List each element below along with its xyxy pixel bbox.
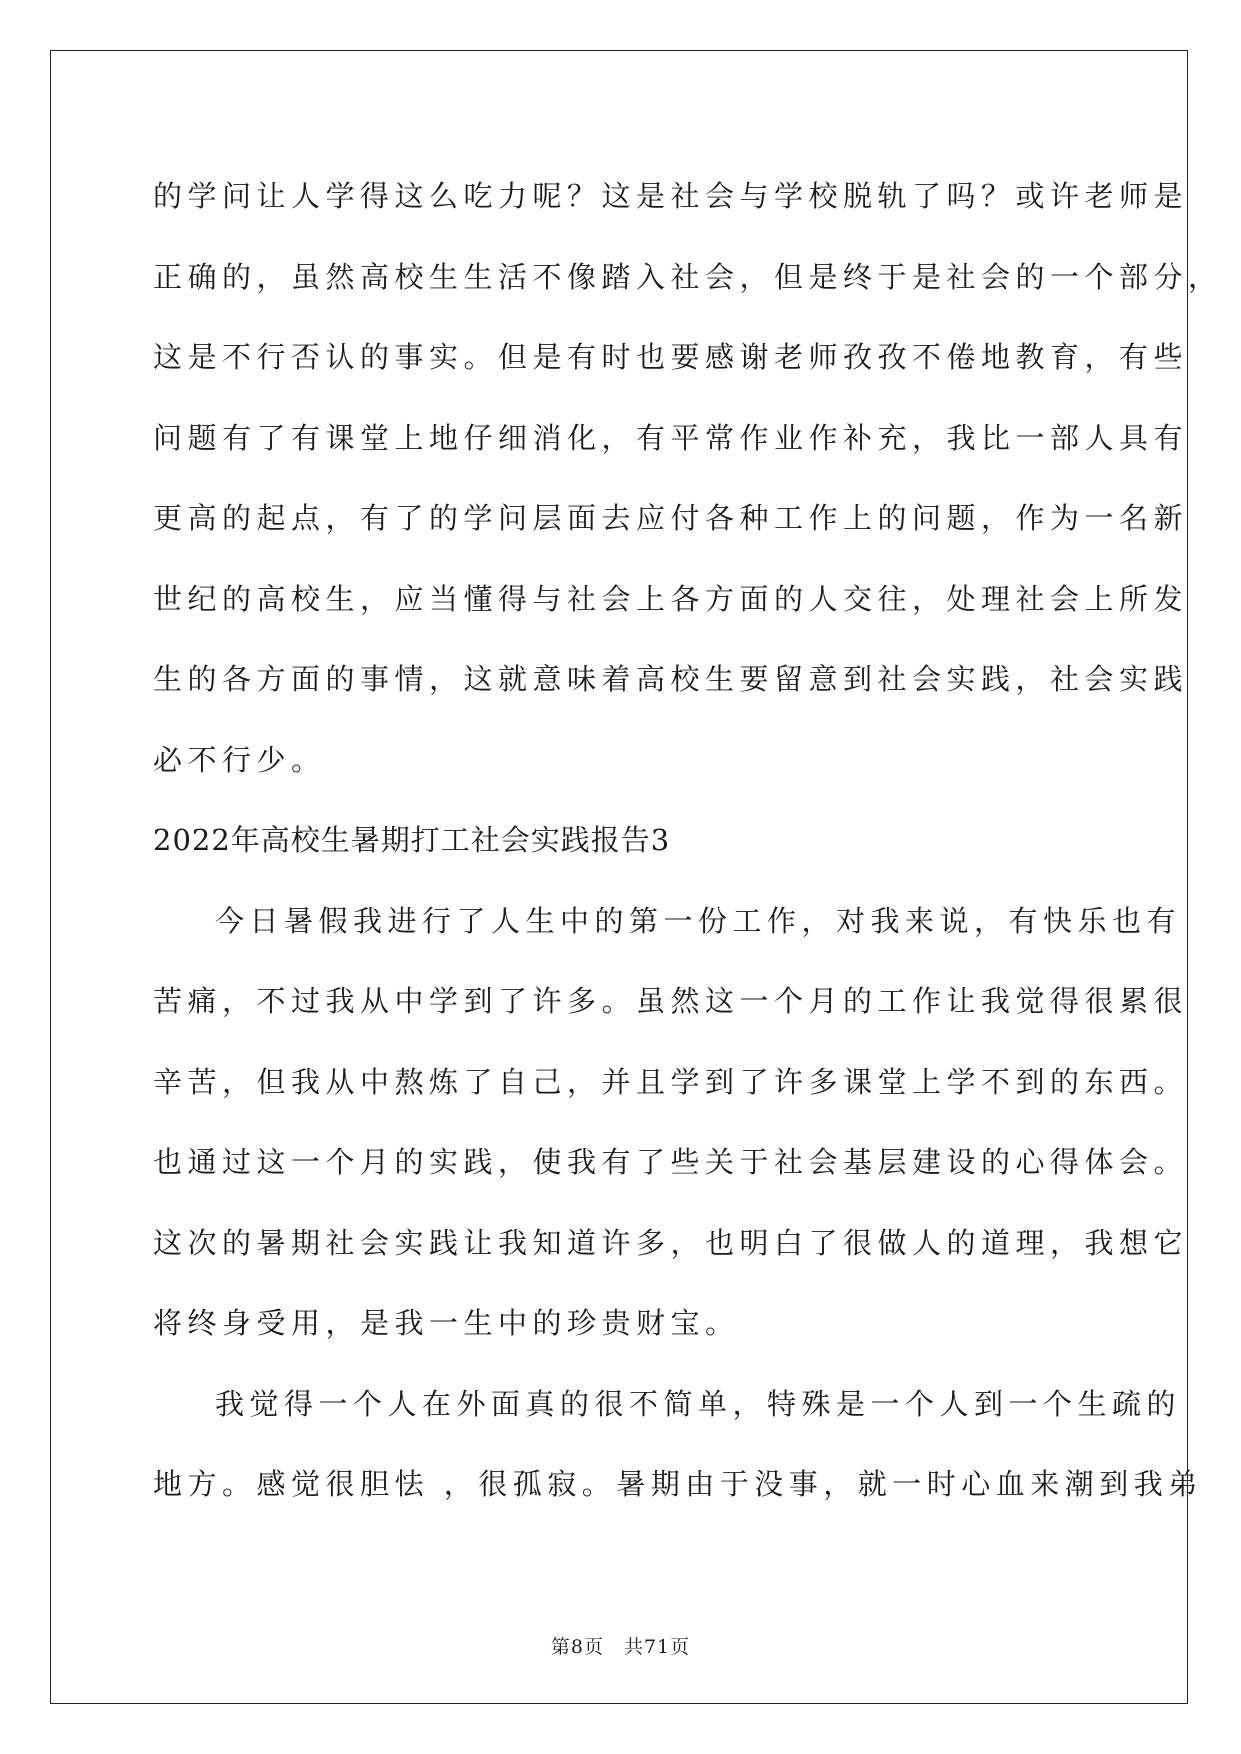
paragraph-first-line: 我觉得一个人在外面真的很不简单，特殊是一个人到一个生疏的 <box>215 1386 1182 1421</box>
page-number-footer: 第8页 共71页 <box>550 1636 691 1658</box>
text-line: 这次的暑期社会实践让我知道许多，也明白了很做人的道理，我想它 <box>153 1225 1189 1260</box>
text-line: 生的各方面的事情，这就意味着高校生要留意到社会实践，社会实践 <box>153 662 1189 696</box>
text-line: 问题有了有课堂上地仔细消化，有平常作业作补充，我比一部人具有 <box>153 420 1189 455</box>
text-line: 必不行少。 <box>153 742 326 777</box>
text-line: 正确的，虽然高校生生活不像踏入社会，但是终于是社会的一个部分， <box>153 259 1223 294</box>
text-line: 更高的起点，有了的学问层面去应付各种工作上的问题，作为一名新 <box>153 501 1189 535</box>
paragraph-first-line: 今日暑假我进行了人生中的第一份工作，对我来说，有快乐也有 <box>215 903 1182 938</box>
text-line: 辛苦，但我从中熬炼了自己，并且学到了许多课堂上学不到的东西。 <box>153 1064 1189 1099</box>
document-body <box>153 156 1223 1525</box>
text-line: 世纪的高校生，应当懂得与社会上各方面的人交往，处理社会上所发 <box>153 581 1189 616</box>
text-line: 也通过这一个月的实践，使我有了些关于社会基层建设的心得体会。 <box>153 1145 1189 1179</box>
text-line: 将终身受用，是我一生中的珍贵财宝。 <box>153 1306 740 1340</box>
text-line: 苦痛，不过我从中学到了许多。虽然这一个月的工作让我觉得很累很 <box>153 984 1189 1018</box>
text-line: 的学问让人学得这么吃力呢？这是社会与学校脱轨了吗？或许老师是 <box>153 179 1189 213</box>
text-line: 地方。感觉很胆怯 ，很孤寂。暑期由于没事，就一时心血来潮到我弟 <box>153 1467 1203 1501</box>
section-heading: 2022年高校生暑期打工社会实践报告3 <box>153 823 671 857</box>
text-line: 这是不行否认的事实。但是有时也要感谢老师孜孜不倦地教育，有些 <box>153 340 1189 374</box>
